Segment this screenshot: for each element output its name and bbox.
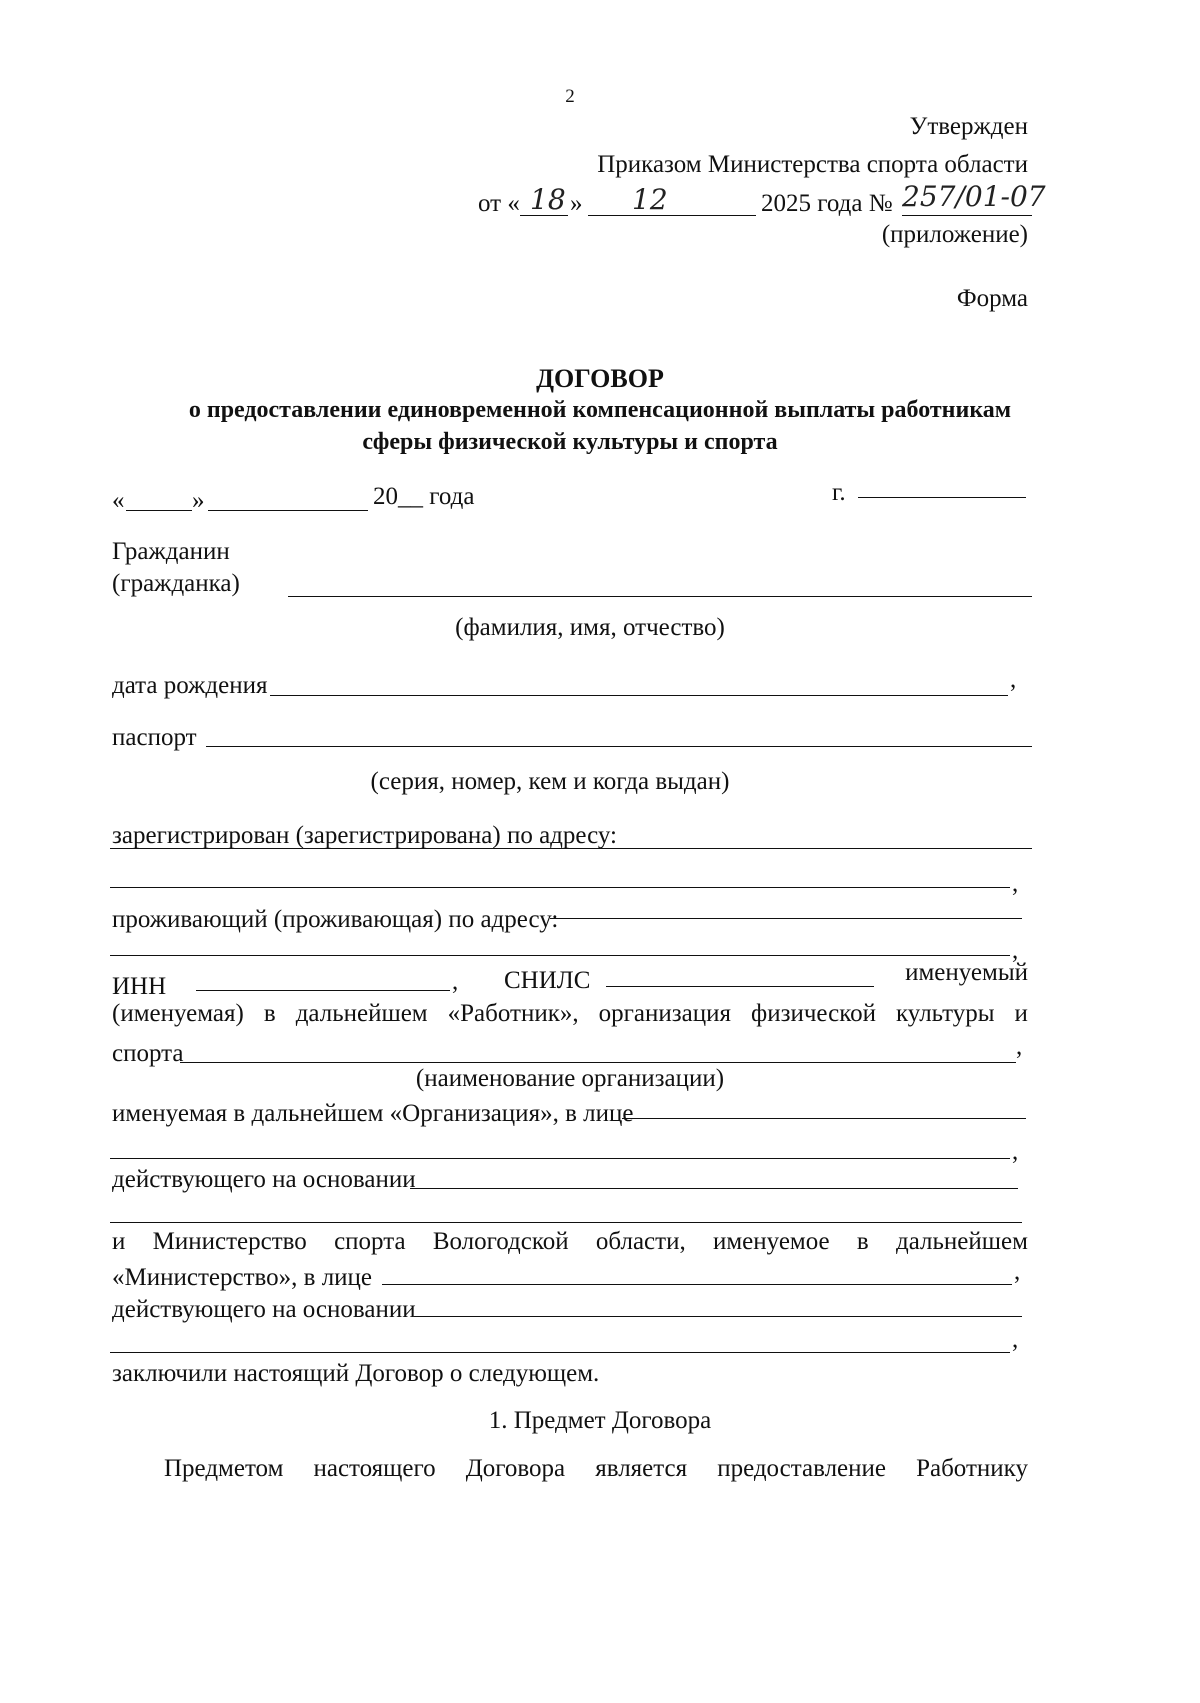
date-quote-open: «	[112, 487, 125, 514]
passport-label: паспорт	[112, 724, 197, 751]
acting-2-comma: ,	[1012, 1326, 1019, 1353]
sport-label: спорта	[112, 1040, 184, 1067]
word: и	[1014, 1000, 1028, 1027]
date-year: 20__ года	[373, 483, 475, 510]
acting-blank-1	[410, 1188, 1018, 1189]
acting-label: действующего на основании	[112, 1166, 416, 1193]
residing-comma: ,	[1012, 937, 1019, 964]
registered-blank-2	[110, 887, 1010, 888]
org-person-blank-2	[110, 1158, 1010, 1159]
org-person-blank-1	[622, 1118, 1026, 1119]
date-month-blank	[208, 510, 368, 511]
word: именуемое	[712, 1228, 830, 1255]
inn-label: ИНН	[112, 973, 167, 1000]
ministry-row	[112, 1228, 1028, 1257]
contract-subtitle-line2: сферы физической культуры и спорта	[362, 429, 778, 455]
word: дальнейшем	[295, 1000, 428, 1027]
approval-year-text: 2025 года №	[761, 190, 893, 217]
approval-number: 257/01-07	[902, 180, 1046, 213]
ministry-named-label: «Министерство», в лице	[112, 1264, 373, 1291]
org-hint: (наименование организации)	[415, 1065, 725, 1092]
named-row	[112, 1000, 1028, 1029]
subject-row	[164, 1455, 1028, 1484]
word: Министерство	[152, 1228, 307, 1255]
approval-date-prefix: от «	[478, 190, 520, 217]
word: организация	[598, 1000, 731, 1027]
word: области,	[595, 1228, 686, 1255]
concluded-text: заключили настоящий Договор о следующем.	[112, 1360, 600, 1387]
word: физической	[751, 1000, 876, 1027]
section-1-heading: 1. Предмет Договора	[488, 1407, 712, 1434]
page-number: 2	[565, 86, 575, 107]
word: (именуемая)	[112, 1000, 244, 1027]
word: Договора	[465, 1455, 566, 1482]
inn-comma: ,	[452, 968, 459, 995]
city-label: г.	[832, 479, 846, 506]
date-day-blank	[126, 510, 192, 511]
birth-date-label: дата рождения	[112, 672, 268, 699]
registered-comma: ,	[1012, 870, 1019, 897]
word: спорта	[334, 1228, 406, 1255]
word: в	[263, 1000, 276, 1027]
word: настоящего	[313, 1455, 436, 1482]
approval-day: 18	[530, 183, 566, 216]
acting-label-2: действующего на основании	[112, 1296, 416, 1323]
org-name-comma: ,	[1016, 1033, 1023, 1060]
acting-blank-2	[110, 1222, 1022, 1223]
citizen-label-2: (гражданка)	[112, 570, 240, 597]
city-blank	[858, 497, 1026, 498]
residing-blank-2	[110, 955, 1010, 956]
contract-title: ДОГОВОР	[536, 364, 664, 393]
word: является	[595, 1455, 688, 1482]
org-person-comma: ,	[1012, 1138, 1019, 1165]
registered-blank-1	[110, 848, 1032, 849]
word: в	[856, 1228, 869, 1255]
word: Вологодской	[432, 1228, 569, 1255]
residing-label: проживающий (проживающая) по адресу:	[112, 906, 559, 933]
snils-blank	[606, 986, 874, 987]
word: предоставление	[717, 1455, 886, 1482]
date-quote-close: »	[192, 487, 205, 514]
word: Работнику	[916, 1455, 1028, 1482]
fio-hint: (фамилия, имя, отчество)	[455, 614, 725, 641]
residing-blank-1	[550, 918, 1022, 919]
fio-blank	[288, 596, 1032, 597]
word: культуры	[896, 1000, 995, 1027]
approval-label: Утвержден	[909, 113, 1028, 140]
org-name-blank	[180, 1062, 1016, 1063]
approval-month: 12	[632, 183, 668, 216]
month-underline	[588, 215, 756, 216]
inn-blank	[196, 990, 450, 991]
contract-subtitle-line1: о предоставлении единовременной компенсационной выплаты работникам	[188, 397, 1012, 423]
acting-2-blank-1	[414, 1316, 1022, 1317]
approval-appendix: (приложение)	[881, 221, 1028, 248]
ministry-person-blank	[382, 1284, 1012, 1285]
ministry-person-comma: ,	[1014, 1258, 1021, 1285]
word: и	[112, 1228, 126, 1255]
form-label: Форма	[956, 285, 1028, 312]
birth-date-comma: ,	[1010, 666, 1017, 693]
word: дальнейшем	[896, 1228, 1028, 1255]
approval-order-line: Приказом Министерства спорта области	[597, 151, 1028, 178]
citizen-label-1: Гражданин	[112, 538, 230, 565]
word: «Работник»,	[447, 1000, 579, 1027]
org-named-label: именуемая в дальнейшем «Организация», в лице	[112, 1100, 634, 1127]
registered-label: зарегистрирован (зарегистрирована) по адресу:	[112, 822, 618, 849]
snils-label: СНИЛС	[504, 967, 591, 994]
approval-date-sep: »	[570, 190, 583, 217]
acting-2-blank-2	[110, 1352, 1010, 1353]
named-m: именуемый	[905, 959, 1028, 986]
passport-hint: (серия, номер, кем и когда выдан)	[370, 768, 730, 795]
number-underline	[902, 215, 1032, 216]
passport-blank	[206, 746, 1032, 747]
word: Предметом	[164, 1455, 284, 1482]
birth-date-blank	[270, 695, 1008, 696]
